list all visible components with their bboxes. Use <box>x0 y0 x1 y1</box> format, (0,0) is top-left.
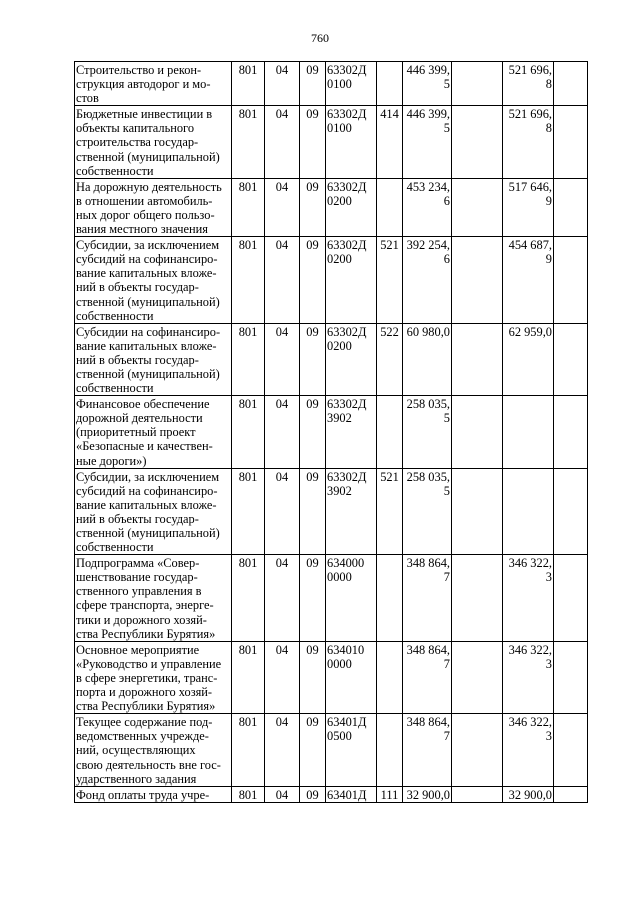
grbs-cell: 801 <box>232 714 265 786</box>
section-cell: 04 <box>265 641 300 713</box>
target-article-cell: 634010 0000 <box>326 641 377 713</box>
target-article-cell: 63302Д 0100 <box>326 106 377 178</box>
table-body <box>75 62 588 803</box>
amount-cell-1: 60 980,0 <box>403 323 452 395</box>
subsection-cell: 09 <box>300 641 326 713</box>
section-cell: 04 <box>265 237 300 324</box>
amount-cell-2 <box>452 641 503 713</box>
target-article-cell: 63302Д 0100 <box>326 62 377 106</box>
amount-cell-2 <box>452 786 503 802</box>
amount-cell-3: 517 646, 9 <box>503 178 554 236</box>
amount-cell-1: 258 035, 5 <box>403 468 452 555</box>
subsection-cell: 09 <box>300 237 326 324</box>
row-name-cell: Бюджетные инвестиции в объекты капитального строительства государ- ственной (муниципальной) собственности <box>75 106 232 178</box>
table-row <box>75 555 588 642</box>
expense-type-cell: 111 <box>377 786 403 802</box>
amount-cell-4 <box>554 641 588 713</box>
section-cell: 04 <box>265 323 300 395</box>
amount-cell-4 <box>554 555 588 642</box>
amount-cell-4 <box>554 323 588 395</box>
expense-type-cell <box>377 178 403 236</box>
grbs-cell: 801 <box>232 555 265 642</box>
amount-cell-1: 32 900,0 <box>403 786 452 802</box>
row-name-cell: Субсидии, за исключением субсидий на софинансиро- вание капитальных вложе- ний в объекты государ- ственной (муниципальной) собственности <box>75 468 232 555</box>
target-article-cell: 634000 0000 <box>326 555 377 642</box>
row-name-cell: Субсидии, за исключением субсидий на софинансиро- вание капитальных вложе- ний в объекты государ- ственной (муниципальной) собственности <box>75 237 232 324</box>
table-row <box>75 468 588 555</box>
grbs-cell: 801 <box>232 396 265 468</box>
row-name-cell: Основное мероприятие «Руководство и управление в сфере энергетики, транс- порта и дорожного хозяй- ства Республики Бурятия» <box>75 641 232 713</box>
target-article-cell: 63302Д 0200 <box>326 178 377 236</box>
amount-cell-2 <box>452 714 503 786</box>
expense-type-cell: 521 <box>377 237 403 324</box>
amount-cell-2 <box>452 323 503 395</box>
table-row <box>75 396 588 468</box>
target-article-cell: 63302Д 0200 <box>326 237 377 324</box>
amount-cell-4 <box>554 714 588 786</box>
subsection-cell: 09 <box>300 555 326 642</box>
amount-cell-3: 521 696, 8 <box>503 106 554 178</box>
row-name-cell: Подпрограмма «Совер- шенствование государ- ственного управления в сфере транспорта, энерге- тики и дорожного хозяй- ства Республики Бурятия» <box>75 555 232 642</box>
table-row <box>75 786 588 802</box>
amount-cell-3: 32 900,0 <box>503 786 554 802</box>
target-article-cell: 63401Д 0500 <box>326 714 377 786</box>
expense-type-cell <box>377 555 403 642</box>
amount-cell-4 <box>554 106 588 178</box>
section-cell: 04 <box>265 714 300 786</box>
table-row <box>75 641 588 713</box>
grbs-cell: 801 <box>232 786 265 802</box>
expense-type-cell: 522 <box>377 323 403 395</box>
grbs-cell: 801 <box>232 106 265 178</box>
amount-cell-1: 348 864, 7 <box>403 641 452 713</box>
row-name-cell: Субсидии на софинансиро- вание капитальных вложе- ний в объекты государ- ственной (муниципальной) собственности <box>75 323 232 395</box>
amount-cell-3: 454 687, 9 <box>503 237 554 324</box>
amount-cell-1: 348 864, 7 <box>403 714 452 786</box>
amount-cell-2 <box>452 106 503 178</box>
section-cell: 04 <box>265 396 300 468</box>
section-cell: 04 <box>265 106 300 178</box>
amount-cell-1: 348 864, 7 <box>403 555 452 642</box>
subsection-cell: 09 <box>300 178 326 236</box>
amount-cell-4 <box>554 786 588 802</box>
section-cell: 04 <box>265 555 300 642</box>
target-article-cell: 63302Д 0200 <box>326 323 377 395</box>
amount-cell-1: 392 254, 6 <box>403 237 452 324</box>
target-article-cell: 63302Д 3902 <box>326 396 377 468</box>
amount-cell-2 <box>452 555 503 642</box>
table-row <box>75 237 588 324</box>
amount-cell-1: 446 399, 5 <box>403 62 452 106</box>
budget-table <box>74 61 588 803</box>
subsection-cell: 09 <box>300 714 326 786</box>
target-article-cell: 63302Д 3902 <box>326 468 377 555</box>
grbs-cell: 801 <box>232 641 265 713</box>
section-cell: 04 <box>265 62 300 106</box>
amount-cell-3 <box>503 396 554 468</box>
amount-cell-4 <box>554 178 588 236</box>
table-row <box>75 323 588 395</box>
subsection-cell: 09 <box>300 106 326 178</box>
amount-cell-2 <box>452 468 503 555</box>
table-row <box>75 178 588 236</box>
row-name-cell: Фонд оплаты труда учре- <box>75 786 232 802</box>
subsection-cell: 09 <box>300 468 326 555</box>
subsection-cell: 09 <box>300 396 326 468</box>
amount-cell-4 <box>554 62 588 106</box>
expense-type-cell <box>377 62 403 106</box>
amount-cell-3: 346 322, 3 <box>503 641 554 713</box>
expense-type-cell <box>377 641 403 713</box>
subsection-cell: 09 <box>300 323 326 395</box>
row-name-cell: Строительство и рекон- струкция автодорог и мо- стов <box>75 62 232 106</box>
section-cell: 04 <box>265 178 300 236</box>
subsection-cell: 09 <box>300 786 326 802</box>
subsection-cell: 09 <box>300 62 326 106</box>
amount-cell-4 <box>554 237 588 324</box>
grbs-cell: 801 <box>232 62 265 106</box>
amount-cell-2 <box>452 178 503 236</box>
grbs-cell: 801 <box>232 237 265 324</box>
amount-cell-4 <box>554 396 588 468</box>
table-row <box>75 106 588 178</box>
amount-cell-3: 521 696, 8 <box>503 62 554 106</box>
expense-type-cell <box>377 714 403 786</box>
amount-cell-1: 446 399, 5 <box>403 106 452 178</box>
expense-type-cell: 414 <box>377 106 403 178</box>
grbs-cell: 801 <box>232 178 265 236</box>
amount-cell-3: 346 322, 3 <box>503 555 554 642</box>
amount-cell-4 <box>554 468 588 555</box>
expense-type-cell: 521 <box>377 468 403 555</box>
amount-cell-2 <box>452 237 503 324</box>
amount-cell-3: 62 959,0 <box>503 323 554 395</box>
target-article-cell: 63401Д <box>326 786 377 802</box>
amount-cell-3 <box>503 468 554 555</box>
amount-cell-2 <box>452 62 503 106</box>
table-row <box>75 62 588 106</box>
expense-type-cell <box>377 396 403 468</box>
section-cell: 04 <box>265 786 300 802</box>
amount-cell-3: 346 322, 3 <box>503 714 554 786</box>
grbs-cell: 801 <box>232 468 265 555</box>
amount-cell-1: 258 035, 5 <box>403 396 452 468</box>
amount-cell-2 <box>452 396 503 468</box>
table-row <box>75 714 588 786</box>
section-cell: 04 <box>265 468 300 555</box>
amount-cell-1: 453 234, 6 <box>403 178 452 236</box>
page-number: 760 <box>311 31 329 45</box>
grbs-cell: 801 <box>232 323 265 395</box>
row-name-cell: На дорожную деятельность в отношении автомобиль- ных дорог общего пользо- вания местного значения <box>75 178 232 236</box>
row-name-cell: Финансовое обеспечение дорожной деятельности (приоритетный проект «Безопасные и качествен- ные дороги») <box>75 396 232 468</box>
row-name-cell: Текущее содержание под- ведомственных учрежде- ний, осуществляющих свою деятельность вне гос- ударственного задания <box>75 714 232 786</box>
